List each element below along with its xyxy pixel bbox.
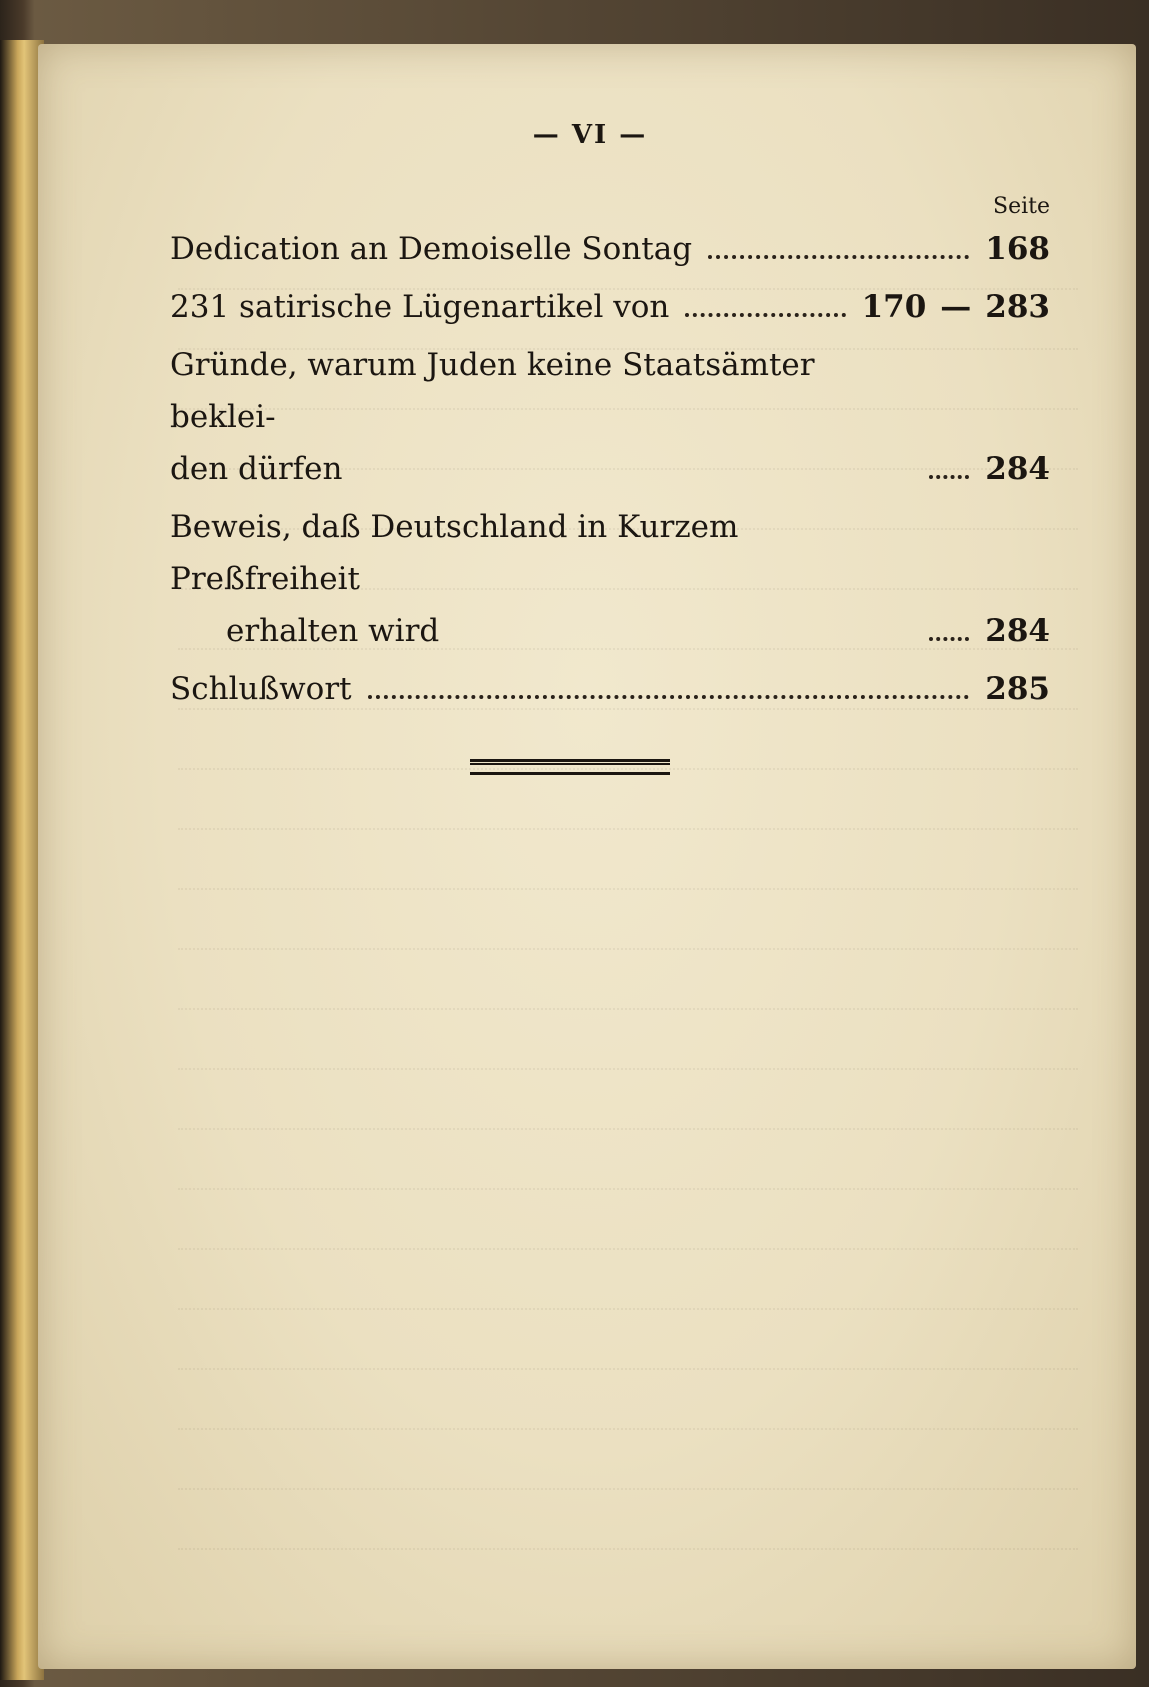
toc-entry-title: 231 satirische Lügenartikel von <box>170 289 670 325</box>
toc-entry-title: Schlußwort <box>170 671 352 707</box>
page-range-start: 170 <box>861 289 927 325</box>
toc-entry <box>170 663 1050 715</box>
toc-entry-page: 284 <box>985 451 1050 487</box>
leader-dots <box>929 637 969 641</box>
toc-entry <box>170 339 1050 495</box>
toc-entry <box>170 223 1050 275</box>
page-range-end: 283 <box>985 289 1050 325</box>
page-number: — VI — <box>532 120 648 150</box>
page-column-header: Seite <box>993 194 1050 219</box>
leader-dots <box>685 313 845 317</box>
page-range-separator: — <box>940 289 972 325</box>
toc-entry-title: Dedication an Demoiselle Sontag <box>170 231 693 267</box>
toc-entry <box>170 501 1050 657</box>
toc-entry <box>170 281 1050 333</box>
leader-dots <box>368 695 970 699</box>
toc-entry-page: 168 <box>985 231 1050 267</box>
leader-dots <box>708 255 969 259</box>
toc-entry-title <box>170 339 913 495</box>
toc-entry-title-line-1: Gründe, warum Juden keine Staatsämter beklei- <box>170 347 815 435</box>
toc-entry-page: 285 <box>985 671 1050 707</box>
toc-entry-title <box>170 501 913 657</box>
closing-double-rule <box>470 759 670 775</box>
table-of-contents <box>170 120 1050 775</box>
closing-rule-inner-line <box>470 763 670 765</box>
toc-entry-title-line-2: erhalten wird <box>226 613 440 649</box>
leader-dots <box>929 475 969 479</box>
toc-entry-title-line-1: Beweis, daß Deutschland in Kurzem Preßfreiheit <box>170 509 739 597</box>
toc-entry-page-range <box>862 281 1050 333</box>
toc-entry-title-line-2: den dürfen <box>170 451 343 487</box>
toc-entry-page: 284 <box>985 613 1050 649</box>
